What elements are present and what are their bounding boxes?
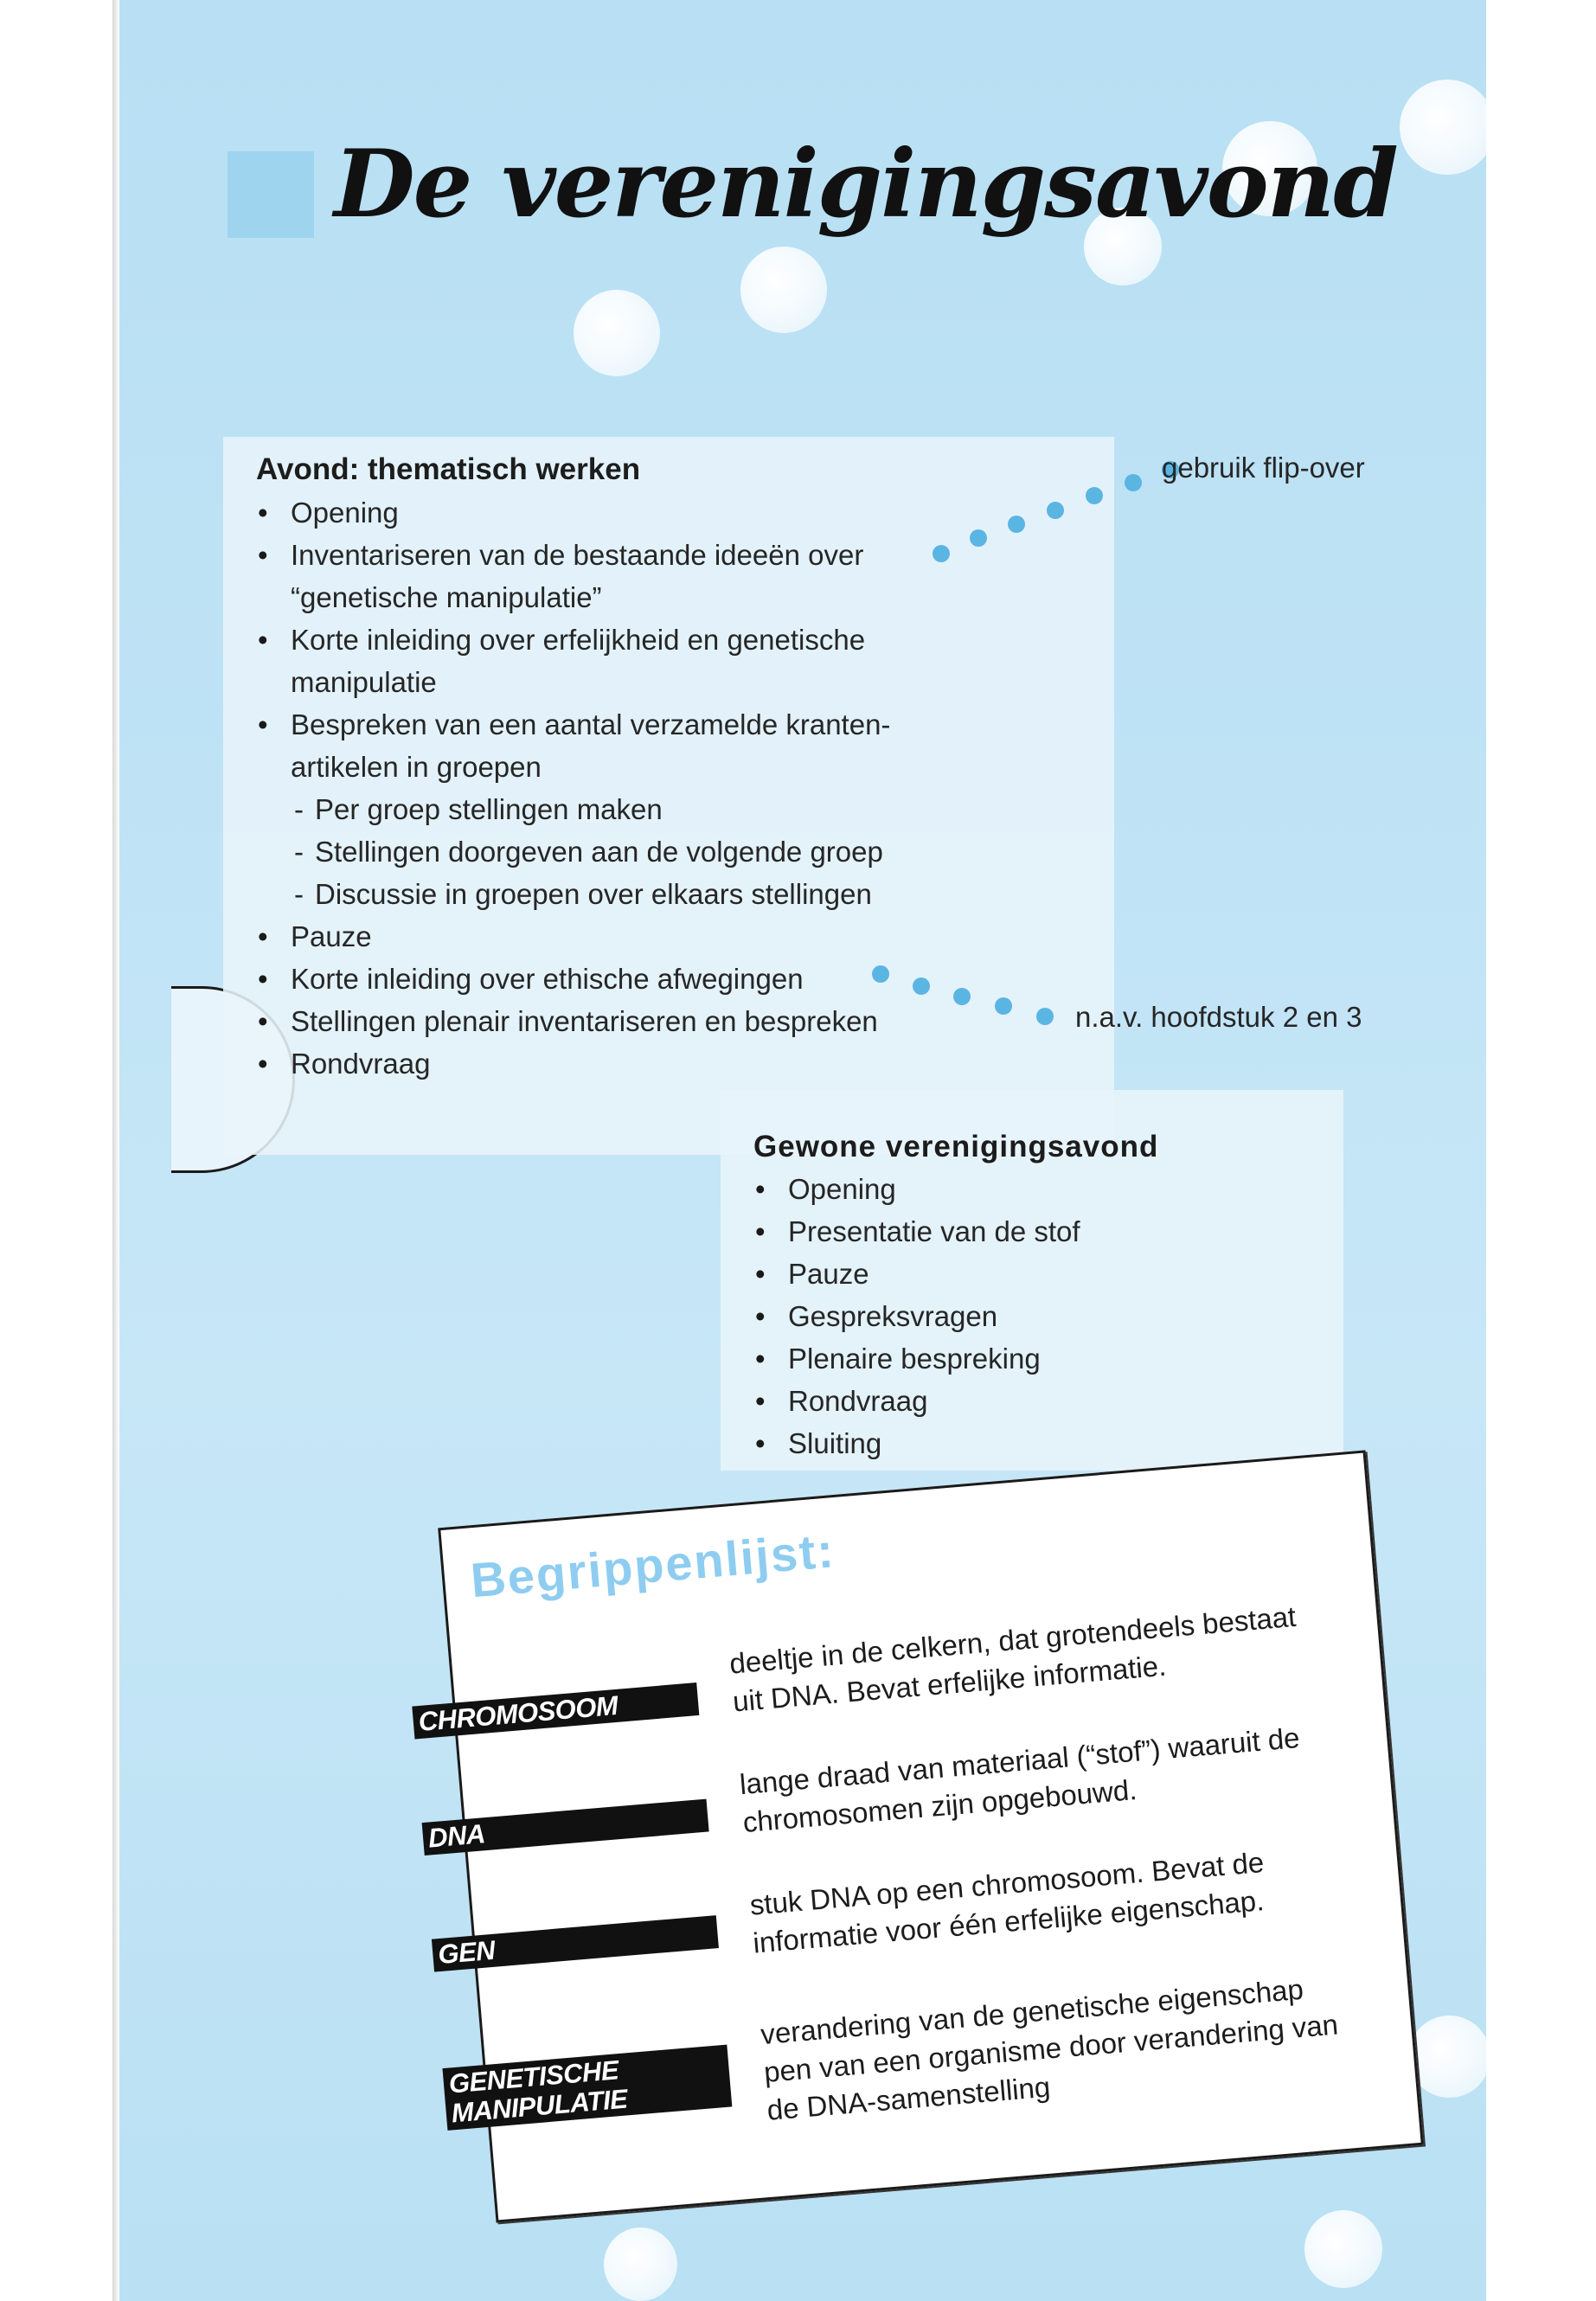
title-marker-square xyxy=(228,151,314,238)
page-edge xyxy=(112,0,119,2301)
regular-evening-heading: Gewone verenigingsavond xyxy=(753,1130,1159,1163)
list-item-continuation: manipulatie xyxy=(291,666,437,698)
connector-dot xyxy=(953,988,971,1005)
list-item-continuation: artikelen in groepen xyxy=(291,751,542,783)
connector-dot xyxy=(970,529,987,547)
decorative-bubble xyxy=(1304,2210,1382,2288)
list-item: • Pauze xyxy=(753,1253,1316,1295)
glossary-term: GEN xyxy=(432,1915,719,1971)
flipover-note: gebruik flip-over xyxy=(1162,452,1365,484)
page-title: De verenigingsavond xyxy=(334,130,1397,239)
connector-dot xyxy=(1086,487,1103,504)
list-item-continuation: “genetische manipulatie” xyxy=(291,581,602,613)
connector-dot xyxy=(995,997,1012,1015)
glossary-definition: stuk DNA op een chromosoom. Bevat de informatie voor één erfelijke eigenschap. xyxy=(748,1845,1266,1959)
regular-evening-list xyxy=(753,1168,1316,1465)
list-item: • Stellingen plenair inventariseren en bespreken xyxy=(256,1000,1078,1042)
connector-dot xyxy=(1047,502,1064,519)
connector-dot xyxy=(1125,474,1142,491)
decorative-bubble xyxy=(604,2227,677,2301)
glossary-term: CHROMOSOOM xyxy=(412,1682,699,1739)
glossary-term: DNA xyxy=(422,1799,709,1856)
list-item: • Rondvraag xyxy=(256,1042,1078,1085)
glossary-card xyxy=(417,1450,1424,2222)
list-item: • Rondvraag xyxy=(753,1380,1316,1422)
list-item: • Plenaire bespreking xyxy=(753,1337,1316,1380)
list-item: • Gespreksvragen xyxy=(753,1295,1316,1337)
glossary-definition: verandering van de genetische eigenschap pen van een organisme door verandering van de DNA-samenstelling xyxy=(759,1972,1340,2126)
list-item: • Pauze xyxy=(256,915,1078,958)
chapter-reference-note: n.a.v. hoofdstuk 2 en 3 xyxy=(1075,1001,1362,1033)
decorative-bubble xyxy=(1400,80,1486,175)
connector-dot xyxy=(872,965,889,983)
glossary-definition: deeltje in de celkern, dat grotendeels bestaat uit DNA. Bevat erfelijke informatie. xyxy=(727,1599,1298,1718)
list-item: • Presentatie van de stof xyxy=(753,1210,1316,1253)
booklet-page xyxy=(119,0,1486,2301)
list-item: • Opening xyxy=(256,491,1078,534)
list-item: • Inventariseren van de bestaande ideeën over xyxy=(256,534,1078,576)
glossary-term: GENETISCHE MANIPULATIE xyxy=(442,2045,732,2131)
list-item: • Korte inleiding over erfelijkheid en genetische xyxy=(256,619,1078,661)
decorative-bubble xyxy=(740,247,827,333)
glossary-definition: lange draad van materiaal (“stof”) waaruit de chromosomen zijn opgebouwd. xyxy=(738,1721,1301,1839)
list-item: • Korte inleiding over ethische afwegingen xyxy=(256,958,1078,1000)
sub-list-item: - Stellingen doorgeven aan de volgende groep xyxy=(256,830,1078,873)
decorative-bubble xyxy=(1408,2016,1486,2098)
list-item: • Bespreken van een aantal verzamelde kranten- xyxy=(256,703,1078,746)
thematic-evening-heading: Avond: thematisch werken xyxy=(256,452,641,486)
glossary-title: Begrippenlijst: xyxy=(468,1522,837,1608)
connector-dot xyxy=(1036,1008,1054,1025)
list-item: • Opening xyxy=(753,1168,1316,1210)
connector-dot xyxy=(1008,516,1025,533)
connector-dot xyxy=(913,977,930,995)
connector-dot xyxy=(933,545,950,562)
sub-list-item: - Per groep stellingen maken xyxy=(256,788,1078,830)
list-item: • Sluiting xyxy=(753,1422,1316,1465)
sub-list-item: - Discussie in groepen over elkaars stellingen xyxy=(256,873,1078,915)
regular-evening-panel xyxy=(721,1090,1343,1471)
decorative-bubble xyxy=(574,290,660,376)
